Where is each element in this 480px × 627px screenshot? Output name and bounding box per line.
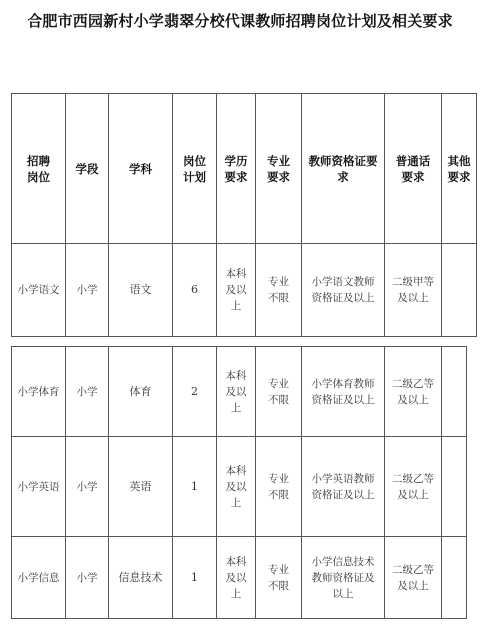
cell-subject: 语文 xyxy=(109,244,173,337)
header-row xyxy=(12,94,477,244)
cell-position: 小学语文 xyxy=(12,244,66,337)
cell-other xyxy=(442,244,477,337)
header-cell-other: 其他要求 xyxy=(442,94,477,244)
header-cell-subject: 学科 xyxy=(109,94,173,244)
cell-subject: 英语 xyxy=(109,437,173,537)
cell-education: 本科及以上 xyxy=(217,437,256,537)
header-cell-level: 学段 xyxy=(66,94,109,244)
cell-plan: 6 xyxy=(173,244,217,337)
header-cell-position: 招聘岗位 xyxy=(12,94,66,244)
header-cell-plan: 岗位计划 xyxy=(173,94,217,244)
cell-level: 小学 xyxy=(66,537,109,619)
header-cell-mandarin: 普通话要求 xyxy=(385,94,442,244)
cell-subject: 信息技术 xyxy=(109,537,173,619)
cell-plan: 1 xyxy=(173,537,217,619)
cell-level: 小学 xyxy=(66,437,109,537)
table-row xyxy=(12,537,467,619)
header-cell-education: 学历要求 xyxy=(217,94,256,244)
page-title: 合肥市西园新村小学翡翠分校代课教师招聘岗位计划及相关要求 xyxy=(27,12,453,30)
cell-other xyxy=(442,437,467,537)
table-row xyxy=(12,437,467,537)
cell-major: 专业不限 xyxy=(256,537,302,619)
table-row xyxy=(12,244,477,337)
cell-major: 专业不限 xyxy=(256,347,302,437)
cell-position: 小学体育 xyxy=(12,347,66,437)
cell-education: 本科及以上 xyxy=(217,244,256,337)
cell-subject: 体育 xyxy=(109,347,173,437)
cell-plan: 1 xyxy=(173,437,217,537)
cell-plan: 2 xyxy=(173,347,217,437)
cell-position: 小学信息 xyxy=(12,537,66,619)
cell-mandarin: 二级甲等及以上 xyxy=(385,244,442,337)
cell-mandarin: 二级乙等及以上 xyxy=(385,437,442,537)
cell-major: 专业不限 xyxy=(256,437,302,537)
cell-position: 小学英语 xyxy=(12,437,66,537)
cell-level: 小学 xyxy=(66,244,109,337)
cell-other xyxy=(442,537,467,619)
table-row xyxy=(12,347,467,437)
header-cell-certificate: 教师资格证要求 xyxy=(302,94,385,244)
header-cell-major: 专业要求 xyxy=(256,94,302,244)
cell-certificate: 小学体育教师资格证及以上 xyxy=(302,347,385,437)
cell-education: 本科及以上 xyxy=(217,347,256,437)
cell-certificate: 小学语文教师资格证及以上 xyxy=(302,244,385,337)
cell-certificate: 小学英语教师资格证及以上 xyxy=(302,437,385,537)
recruitment-table-header-part xyxy=(11,93,477,337)
cell-major: 专业不限 xyxy=(256,244,302,337)
cell-education: 本科及以上 xyxy=(217,537,256,619)
recruitment-table-body-part xyxy=(11,346,467,619)
cell-other xyxy=(442,347,467,437)
cell-mandarin: 二级乙等及以上 xyxy=(385,347,442,437)
cell-mandarin: 二级乙等及以上 xyxy=(385,537,442,619)
cell-certificate: 小学信息技术教师资格证及以上 xyxy=(302,537,385,619)
cell-level: 小学 xyxy=(66,347,109,437)
